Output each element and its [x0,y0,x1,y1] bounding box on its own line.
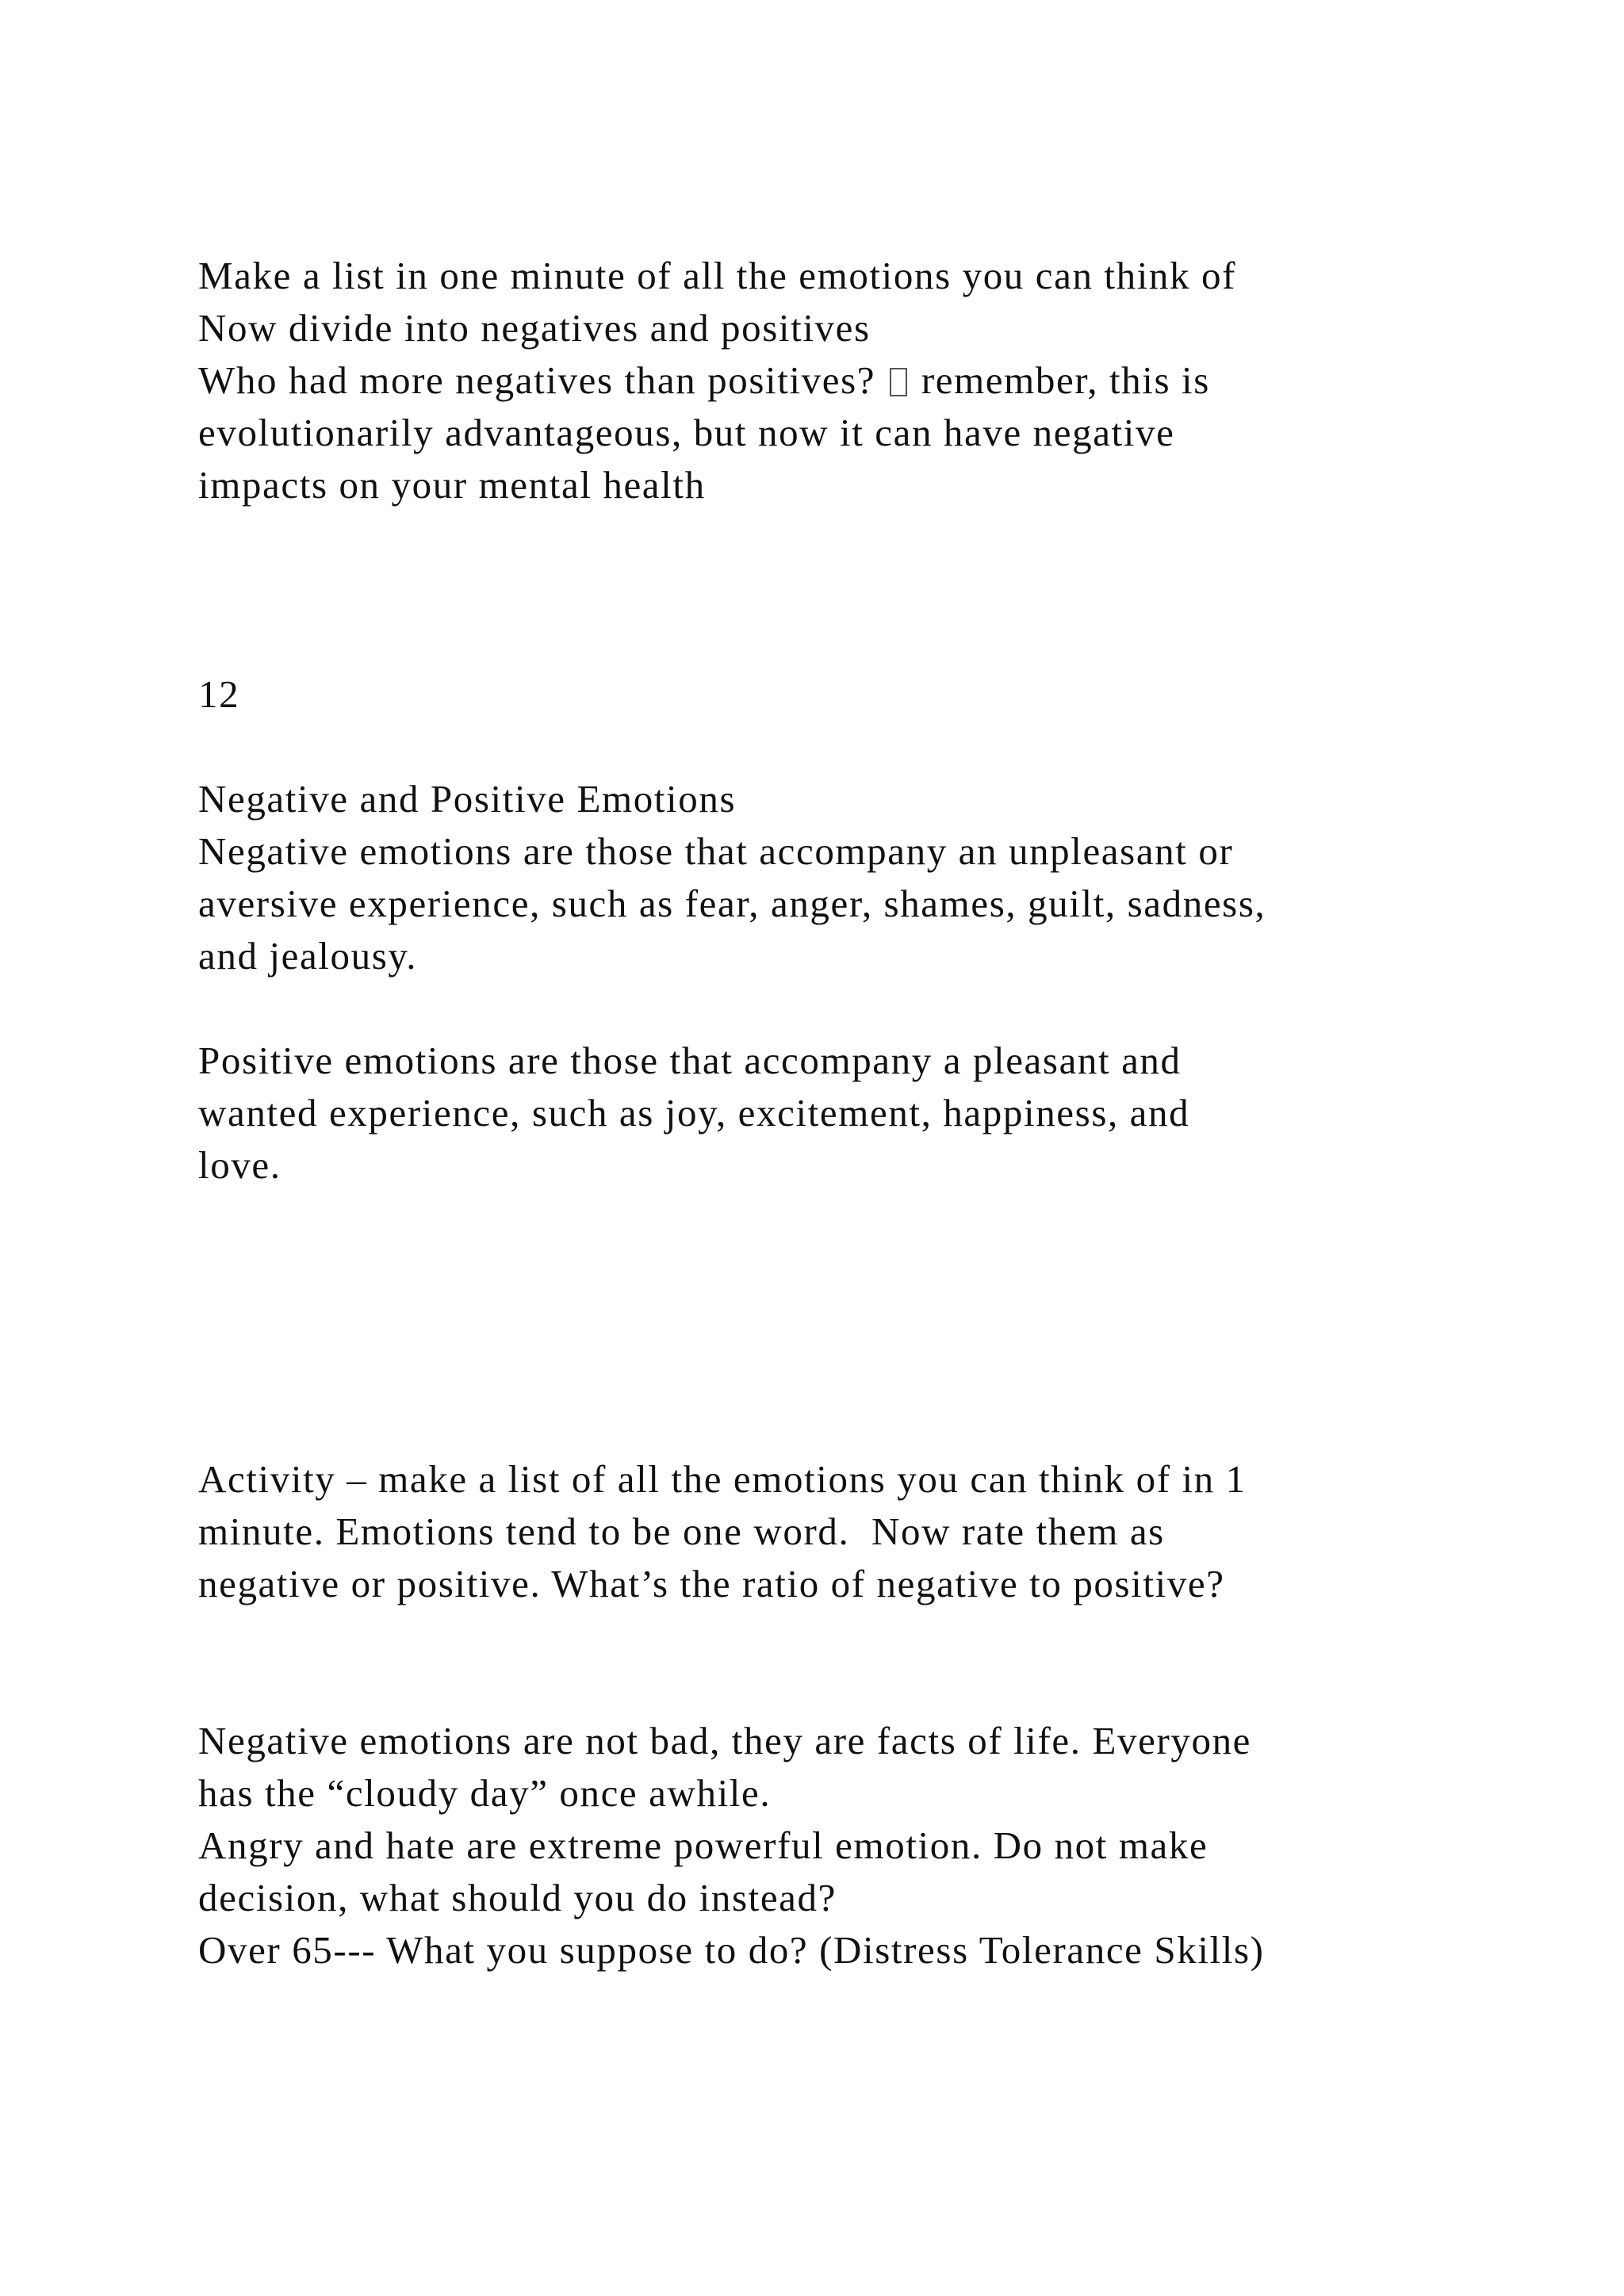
text-line: wanted experience, such as joy, excitement, happiness, and [198,1091,1190,1135]
text-line: Make a list in one minute of all the emotions you can think of [198,254,1236,297]
text-line: Positive emotions are those that accompany a pleasant and [198,1039,1182,1082]
slide-number: 12 [198,672,240,716]
text-line: impacts on your mental health [198,463,706,507]
text-line: aversive experience, such as fear, anger, shames, guilt, sadness, [198,882,1266,925]
text-line: and jealousy. [198,934,418,978]
text-line: Activity – make a list of all the emotions you can think of in 1 [198,1457,1247,1501]
text-line: Over 65--- What you suppose to do? (Distress Tolerance Skills) [198,1928,1265,1972]
text-line: Negative emotions are those that accompany an unpleasant or [198,829,1234,873]
text-segment: remember, this is [910,358,1210,402]
missing-glyph-icon [890,368,907,396]
text-segment: Who had more negatives than positives? [198,358,887,402]
text-line: decision, what should you do instead? [198,1876,837,1919]
text-line: Now divide into negatives and positives [198,306,871,350]
text-line: negative or positive. What’s the ratio of negative to positive? [198,1562,1225,1605]
section-heading: Negative and Positive Emotions [198,777,737,821]
text-line: minute. Emotions tend to be one word. Now rate them as [198,1510,1165,1553]
text-line [198,354,1210,407]
text-line: Negative emotions are not bad, they are facts of life. Everyone [198,1719,1252,1762]
text-line: has the “cloudy day” once awhile. [198,1771,772,1815]
text-line: love. [198,1143,282,1187]
text-line: Angry and hate are extreme powerful emotion. Do not make [198,1823,1208,1867]
text-line: evolutionarily advantageous, but now it can have negative [198,411,1175,454]
